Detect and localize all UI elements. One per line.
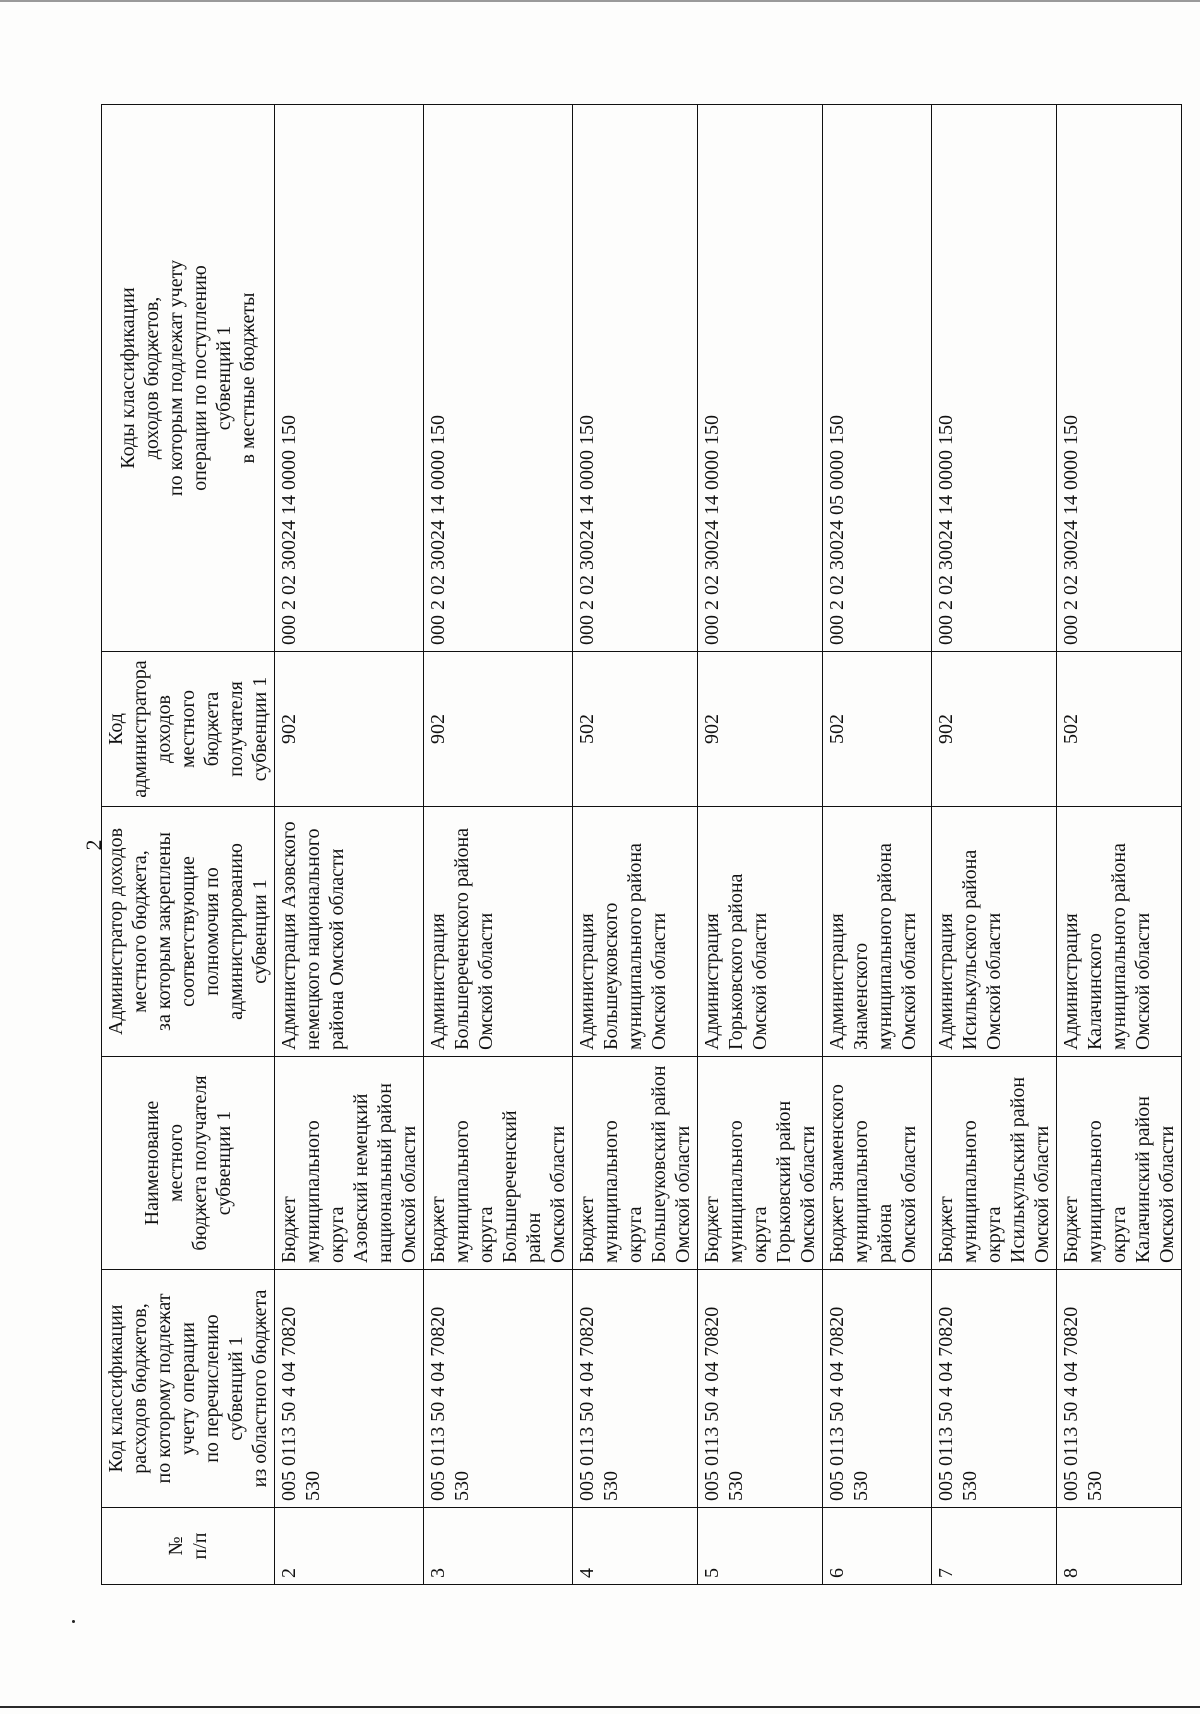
cell-admin-code: 902 — [275, 652, 424, 807]
scan-speck — [72, 1620, 75, 1623]
cell-income-code: 000 2 02 30024 05 0000 150 — [823, 105, 932, 652]
cell-administrator: Администрация Горьковского района Омской области — [698, 807, 823, 1057]
subvention-table — [101, 104, 1182, 1585]
cell-num: 5 — [698, 1508, 823, 1585]
cell-num: 8 — [1057, 1508, 1182, 1585]
table-row — [1057, 105, 1182, 1585]
cell-admin-code: 902 — [698, 652, 823, 807]
cell-expense-code: 005 0113 50 4 04 70820 530 — [698, 1270, 823, 1508]
table-header-row — [102, 105, 275, 1585]
cell-expense-code: 005 0113 50 4 04 70820 530 — [823, 1270, 932, 1508]
scan-edge-top — [0, 0, 1200, 2]
cell-expense-code: 005 0113 50 4 04 70820 530 — [424, 1270, 573, 1508]
header-budget-name: Наименование местного бюджета получателя субвенции 1 — [102, 1057, 275, 1270]
header-admin-code: Код администратора доходов местного бюджета получателя субвенции 1 — [102, 652, 275, 807]
cell-income-code: 000 2 02 30024 14 0000 150 — [424, 105, 573, 652]
cell-num: 4 — [573, 1508, 698, 1585]
cell-admin-code: 502 — [573, 652, 698, 807]
rotated-landscape-content — [81, 105, 1178, 1585]
scan-edge-bottom — [0, 1706, 1200, 1708]
cell-income-code: 000 2 02 30024 14 0000 150 — [573, 105, 698, 652]
cell-admin-code: 902 — [932, 652, 1057, 807]
header-expense-code: Код классификации расходов бюджетов, по которому подлежат учету операции по перечислению субвенций 1 из областного бюджета — [102, 1270, 275, 1508]
cell-budget-name: Бюджет муниципального округа Исилькульский район Омской области — [932, 1057, 1057, 1270]
cell-admin-code: 502 — [1057, 652, 1182, 807]
table-row — [823, 105, 932, 1585]
header-administrator: Администратор доходов местного бюджета, за которым закреплены соответствующие полномочия по администрированию субвенции 1 — [102, 807, 275, 1057]
cell-budget-name: Бюджет муниципального округа Большеуковский район Омской области — [573, 1057, 698, 1270]
table-row — [573, 105, 698, 1585]
table-row — [932, 105, 1057, 1585]
cell-budget-name: Бюджет муниципального округа Калачинский район Омской области — [1057, 1057, 1182, 1270]
cell-budget-name: Бюджет Знаменского муниципального района Омской области — [823, 1057, 932, 1270]
header-income-code: Коды классификации доходов бюджетов, по которым подлежат учету операции по поступлению субвенций 1 в местные бюджеты — [102, 105, 275, 652]
cell-num: 7 — [932, 1508, 1057, 1585]
table-row — [698, 105, 823, 1585]
cell-administrator: Администрация Знаменского муниципального района Омской области — [823, 807, 932, 1057]
cell-income-code: 000 2 02 30024 14 0000 150 — [698, 105, 823, 652]
cell-administrator: Администрация Большереченского района Омской области — [424, 807, 573, 1057]
cell-administrator: Администрация Азовского немецкого национального района Омской области — [275, 807, 424, 1057]
cell-budget-name: Бюджет муниципального округа Горьковский район Омской области — [698, 1057, 823, 1270]
cell-expense-code: 005 0113 50 4 04 70820 530 — [932, 1270, 1057, 1508]
cell-num: 3 — [424, 1508, 573, 1585]
cell-income-code: 000 2 02 30024 14 0000 150 — [1057, 105, 1182, 652]
cell-num: 6 — [823, 1508, 932, 1585]
table-row — [424, 105, 573, 1585]
cell-expense-code: 005 0113 50 4 04 70820 530 — [1057, 1270, 1182, 1508]
cell-income-code: 000 2 02 30024 14 0000 150 — [275, 105, 424, 652]
cell-expense-code: 005 0113 50 4 04 70820 530 — [275, 1270, 424, 1508]
cell-income-code: 000 2 02 30024 14 0000 150 — [932, 105, 1057, 652]
cell-admin-code: 502 — [823, 652, 932, 807]
cell-administrator: Администрация Исилькульского района Омской области — [932, 807, 1057, 1057]
cell-budget-name: Бюджет муниципального округа Большереченский район Омской области — [424, 1057, 573, 1270]
cell-expense-code: 005 0113 50 4 04 70820 530 — [573, 1270, 698, 1508]
cell-administrator: Администрация Калачинского муниципального района Омской области — [1057, 807, 1182, 1057]
table-row — [275, 105, 424, 1585]
cell-administrator: Администрация Большеуковского муниципального района Омской области — [573, 807, 698, 1057]
cell-budget-name: Бюджет муниципального округа Азовский немецкий национальный район Омской области — [275, 1057, 424, 1270]
cell-num: 2 — [275, 1508, 424, 1585]
cell-admin-code: 902 — [424, 652, 573, 807]
header-num: № п/п — [102, 1508, 275, 1585]
page-number: 2 — [81, 839, 106, 851]
